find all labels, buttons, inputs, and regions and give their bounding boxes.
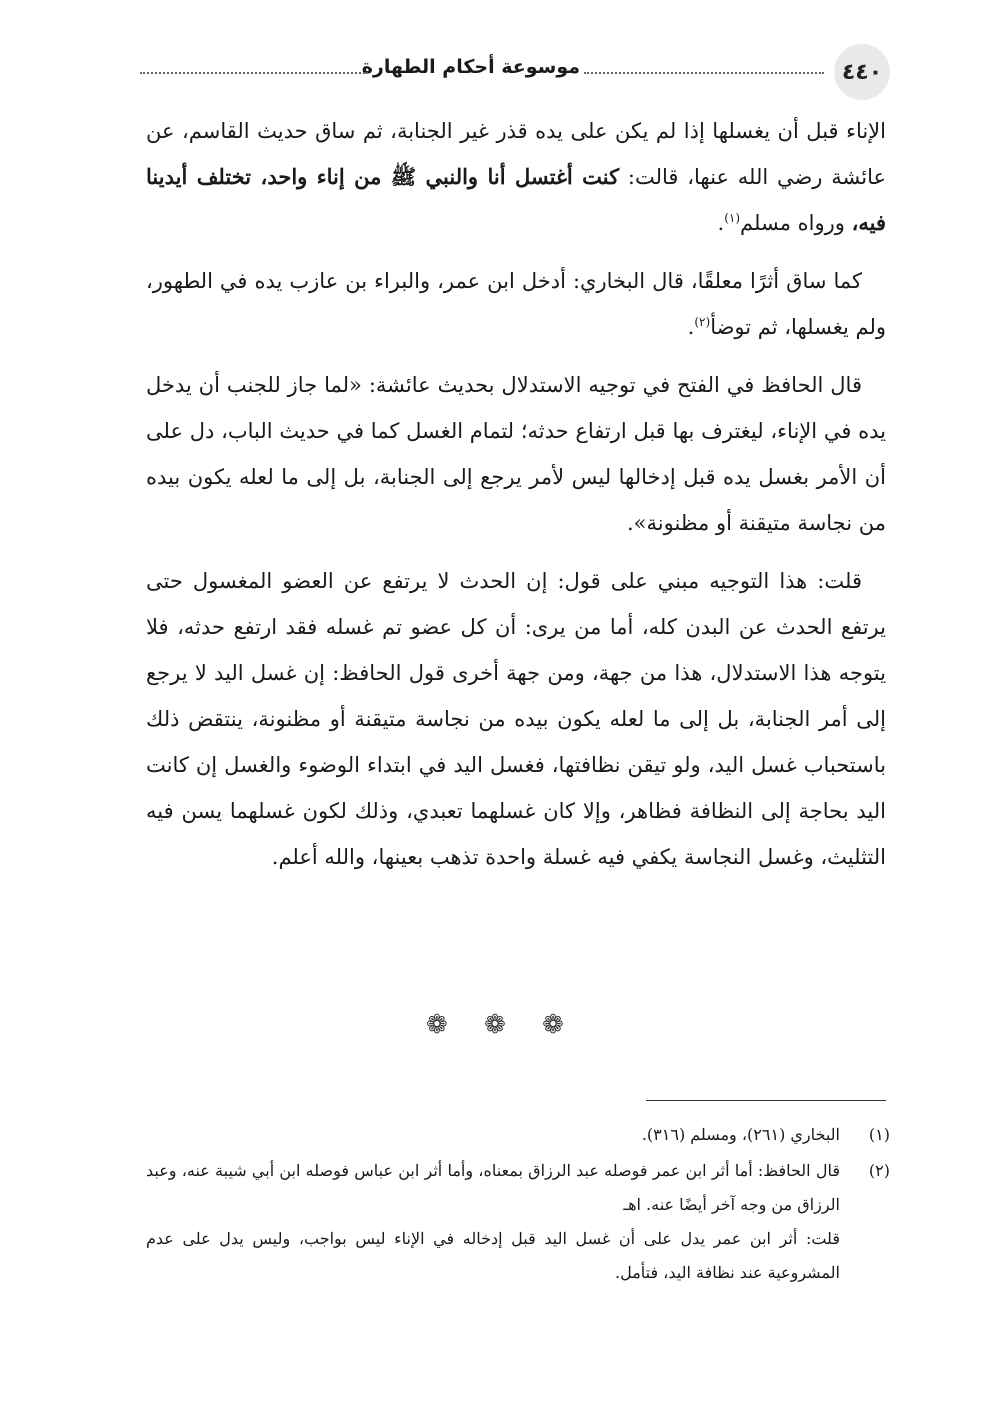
header-dotted-rule-left: [140, 72, 368, 74]
paragraph-2: [146, 258, 886, 350]
footnote-number: (٢): [868, 1161, 890, 1180]
running-title: موسوعة أحكام الطهارة: [361, 56, 580, 78]
footnote-line: البخاري (٢٦١)، ومسلم (٣١٦).: [641, 1125, 840, 1144]
header-dotted-rule-right: [584, 72, 824, 74]
paragraph-4: قلت: هذا التوجيه مبني على قول: إن الحدث لا يرتفع عن العضو المغسول حتى يرتفع الحدث عن البدن كله، أما من يرى: أن كل عضو تم غسله فقد ارتفع حدثه، فلا يتوجه هذا الاستدلال، هذا من جهة، ومن جهة أخرى قول الحافظ: إن غسل اليد لا يرجع إلى أمر الجنابة، بل إلى ما لعله يكون بيده من نجاسة متيقنة أو مظنونة، ينتقض ذلك باستحباب غسل اليد، ولو تيقن نظافتها، فغسل اليد في ابتداء الوضوء والغسل إن كانت اليد بحاجة إلى النظافة فظاهر، وإلا كان غسلهما تعبدي، وذلك لكون غسلهما يسن فيه التثليث، وغسل النجاسة يكفي فيه غسلة واحدة تذهب بعينها، والله أعلم.: [146, 569, 886, 869]
footnote-1: [146, 1118, 890, 1152]
section-separator-ornament: ❁ ❁ ❁: [426, 1010, 578, 1040]
paragraph-3: قال الحافظ في الفتح في توجيه الاستدلال بحديث عائشة: «لما جاز للجنب أن يدخل يده في الإناء، ليغترف بها قبل ارتفاع حدثه؛ لتمام الغسل كما في حديث الباب، دل على أن الأمر بغسل يده قبل إدخالها ليس لأمر يرجع إلى الجنابة، بل إلى ما لعله يكون بيده من نجاسة متيقنة أو مظنونة».: [146, 373, 886, 535]
footnote-divider: [646, 1100, 886, 1101]
footnote-line: قلت: أثر ابن عمر يدل على أن غسل اليد قبل إدخاله في الإناء ليس بواجب، وليس يدل على عدم المشروعية عند نظافة اليد، فتأمل.: [146, 1229, 840, 1282]
hadith-quote: كنت أغتسل أنا والنبي ﷺ من إناء واحد، تختلف أيدينا فيه،: [146, 164, 886, 235]
footnote-text: [146, 1118, 840, 1152]
footnote-number: (١): [868, 1125, 890, 1144]
paragraph-1-end: .: [717, 211, 725, 235]
footnote-ref-2[interactable]: (٢): [694, 315, 711, 329]
paragraph-1-narration: ورواه مسلم: [740, 211, 852, 235]
footnote-ref-1[interactable]: (١): [724, 211, 741, 225]
paragraph-2-end: .: [687, 315, 695, 339]
paragraph-1-text: الإناء قبل أن يغسلها إذا لم يكن على يده قذر غير الجنابة، ثم ساق حديث القاسم، عن عائشة رضي الله عنها، قالت:: [146, 119, 886, 189]
main-text: [146, 108, 886, 892]
footnotes: [146, 1118, 890, 1292]
footnote-2: [146, 1154, 890, 1290]
page-header: [140, 44, 890, 100]
footnote-line: قال الحافظ: أما أثر ابن عمر فوصله عبد الرزاق بمعناه، وأما أثر ابن عباس فوصله ابن أبي شيبة عنه، وعبد الرزاق من وجه آخر أيضًا عنه. اهـ: [146, 1161, 840, 1214]
paragraph-1: [146, 108, 886, 246]
footnote-text: [146, 1154, 840, 1290]
page-number-badge: ٤٤٠: [834, 44, 890, 100]
paragraph-2-text: كما ساق أثرًا معلقًا، قال البخاري: أدخل ابن عمر، والبراء بن عازب يده في الطهور، ولم يغسلها، ثم توضأ: [146, 269, 886, 339]
